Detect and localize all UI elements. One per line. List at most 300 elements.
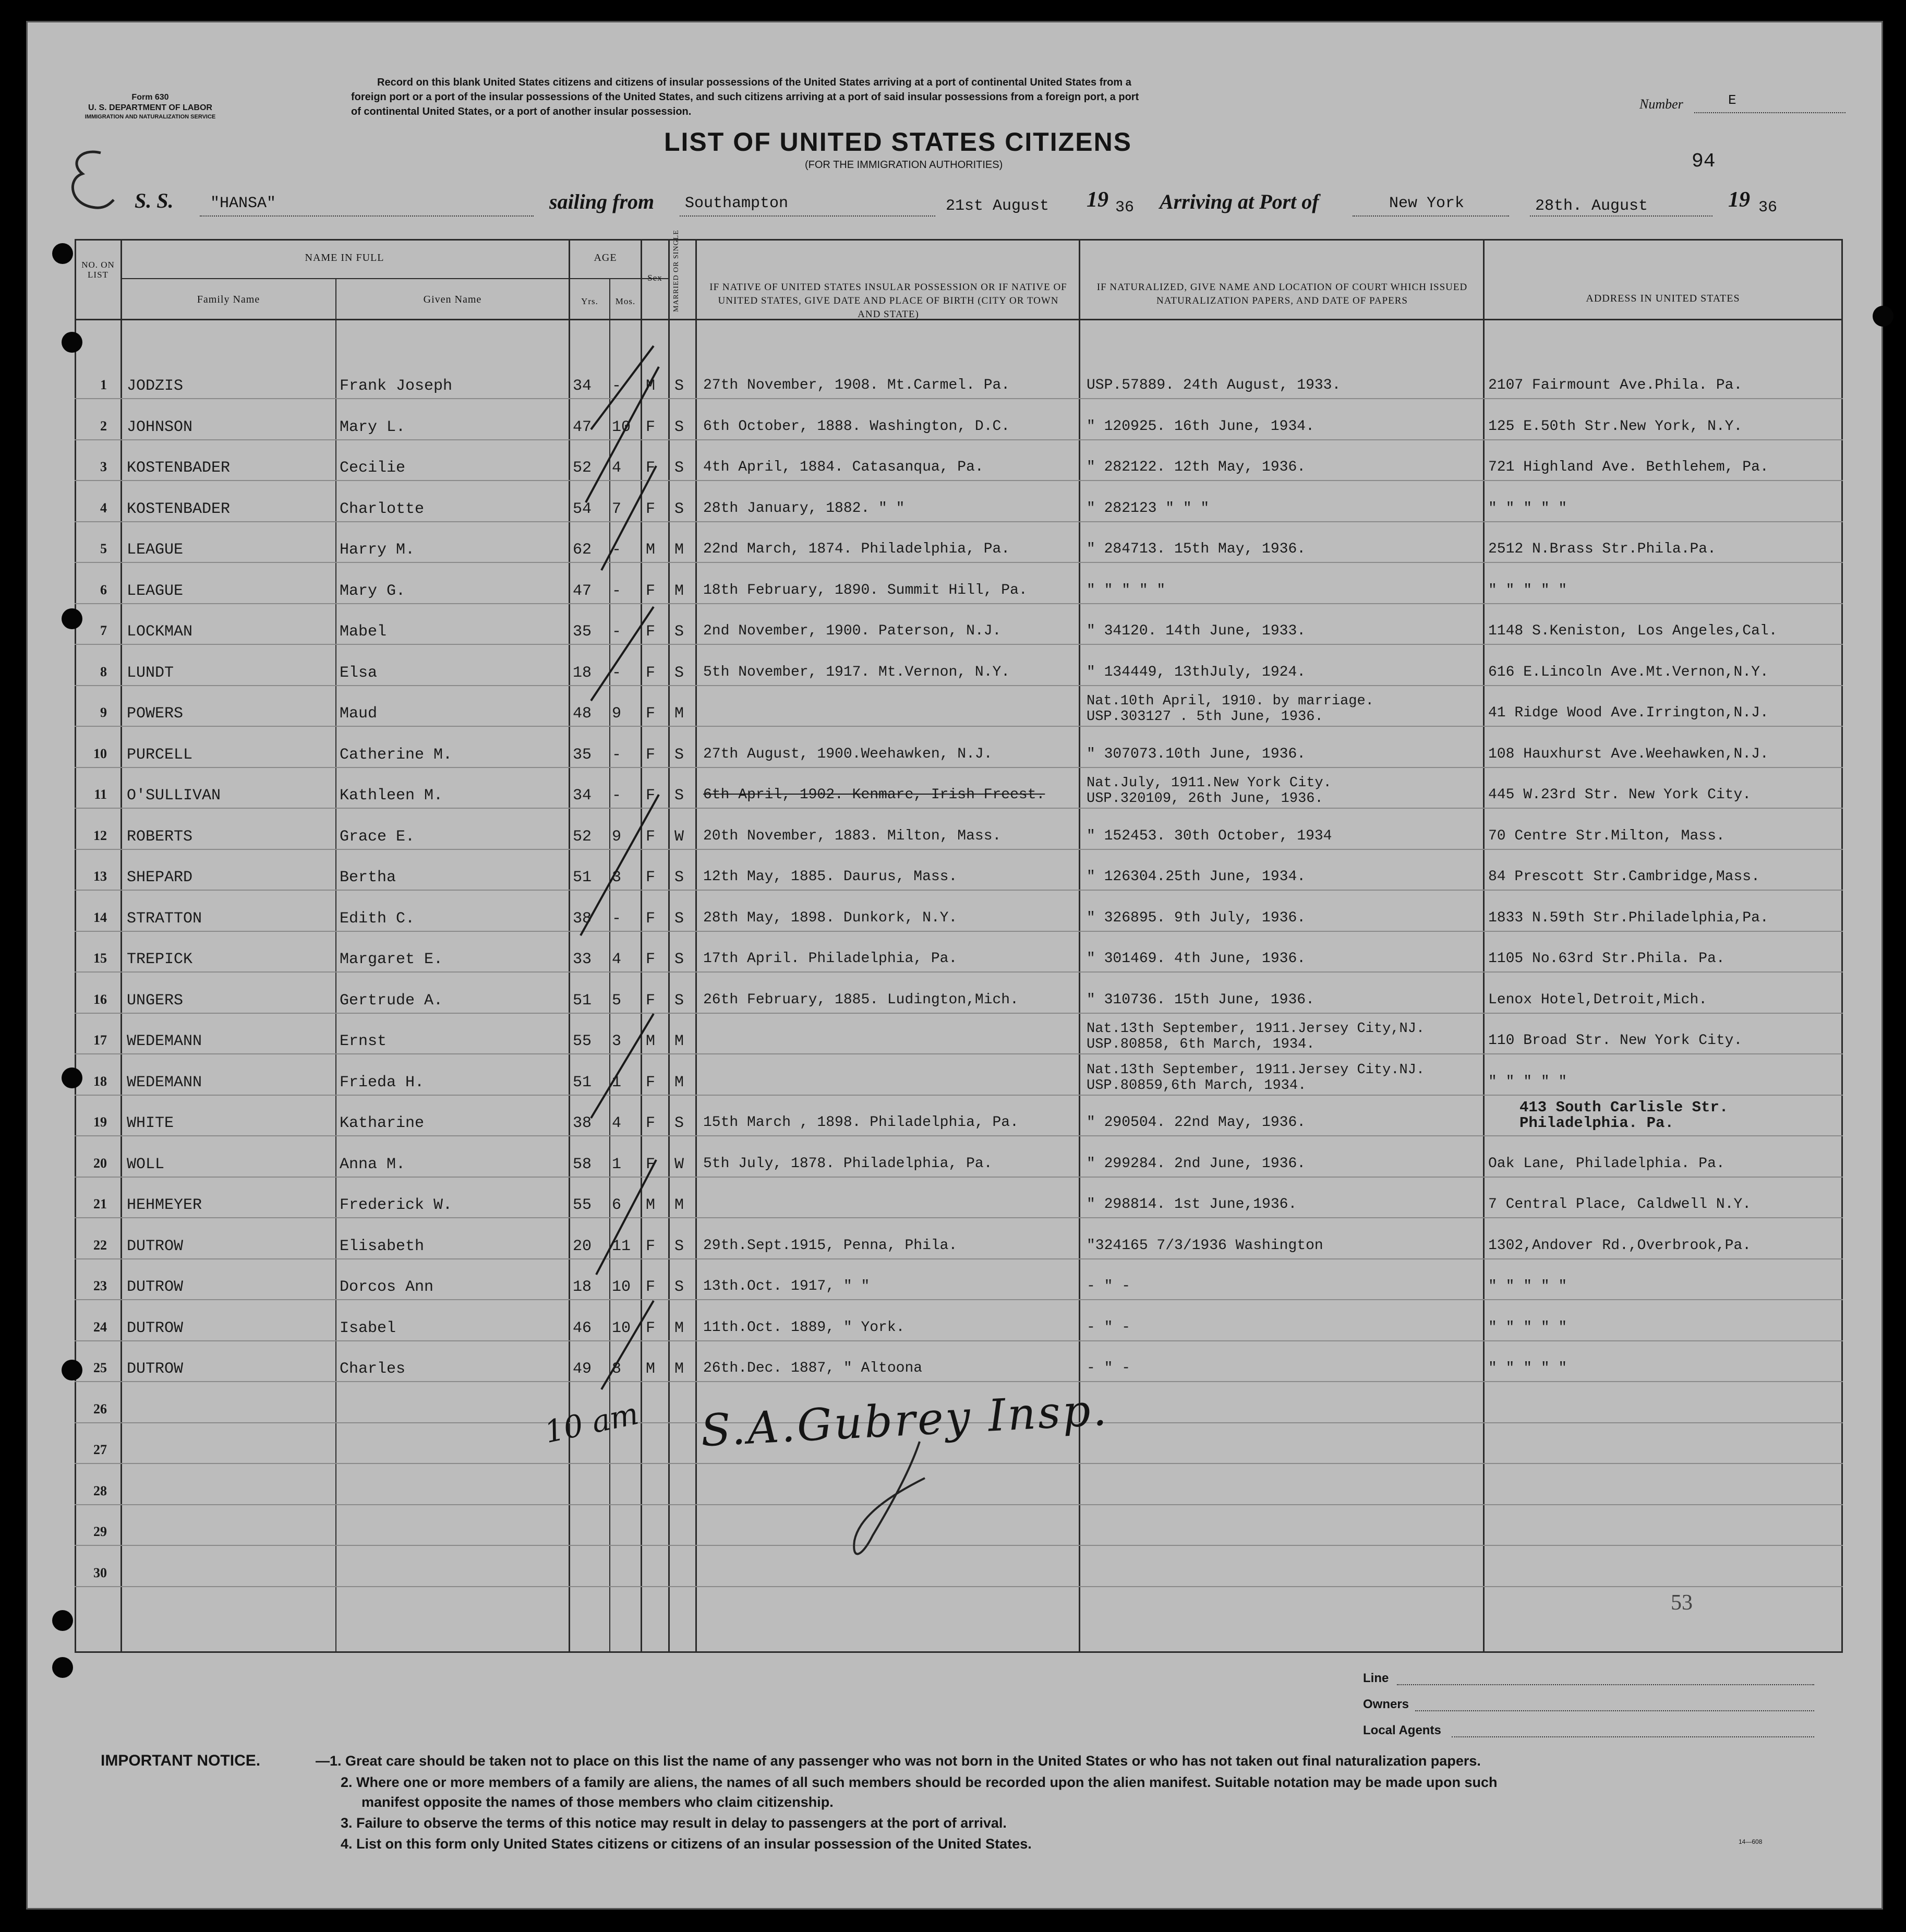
row-rule	[75, 1381, 1843, 1382]
row-number: 2	[100, 418, 107, 434]
sex: F	[646, 418, 656, 436]
address: " " " " "	[1488, 1073, 1567, 1090]
number-label: Number	[1639, 97, 1683, 112]
address: Oak Lane, Philadelphia. Pa.	[1488, 1155, 1725, 1172]
col-divider	[1483, 239, 1485, 1653]
family-name: POWERS	[127, 705, 184, 723]
given-name: Edith C.	[340, 909, 415, 928]
birth-info: 28th January, 1882. " "	[703, 500, 905, 517]
sex: F	[646, 1278, 656, 1296]
marital-status: S	[674, 746, 684, 764]
arrival-port-line	[1353, 215, 1509, 217]
age-months: 11	[612, 1237, 631, 1255]
sex: M	[646, 1360, 656, 1378]
age-years: 20	[573, 1237, 592, 1255]
age-months: 3	[612, 869, 622, 886]
row-rule	[75, 439, 1843, 440]
form-code: 14—608	[1739, 1838, 1763, 1845]
age-years: 52	[573, 459, 592, 477]
family-name: JOHNSON	[127, 418, 193, 436]
address: Lenox Hotel,Detroit,Mich.	[1488, 991, 1708, 1008]
age-months: 4	[612, 951, 622, 968]
naturalization-info: " 134449, 13thJuly, 1924.	[1087, 664, 1306, 680]
address: " " " " "	[1488, 1278, 1567, 1294]
sex: F	[646, 991, 656, 1010]
naturalization-info-2: USP.320109, 26th June, 1936.	[1087, 791, 1323, 807]
handwritten-e-mark	[64, 142, 116, 221]
marital-status: S	[674, 1237, 684, 1255]
arrival-date: 28th. August	[1535, 197, 1648, 215]
age-years: 51	[573, 991, 592, 1010]
row-number: 12	[93, 827, 107, 843]
marital-status: M	[674, 1196, 684, 1214]
age-years: 48	[573, 705, 592, 723]
age-years: 35	[573, 746, 592, 764]
family-name: SHEPARD	[127, 869, 193, 886]
age-months: 8	[612, 1360, 622, 1378]
address: " " " " "	[1488, 500, 1567, 517]
birth-info: 15th March , 1898. Philadelphia, Pa.	[703, 1114, 1019, 1131]
marital-status: S	[674, 459, 684, 477]
sex: F	[646, 787, 656, 805]
given-name: Catherine M.	[340, 746, 453, 764]
notice-item-2-cont: manifest opposite the names of those members who claim citizenship.	[361, 1794, 834, 1810]
given-name: Frederick W.	[340, 1196, 453, 1214]
birth-info: 18th February, 1890. Summit Hill, Pa.	[703, 582, 1028, 598]
departure-year: 36	[1115, 199, 1135, 217]
given-name: Charles	[340, 1360, 406, 1378]
age-years: 35	[573, 623, 592, 641]
number-line	[1694, 112, 1845, 113]
row-number: 22	[93, 1237, 107, 1253]
family-name: LEAGUE	[127, 582, 184, 600]
age-months: 10	[612, 1319, 631, 1337]
birth-info: 6th October, 1888. Washington, D.C.	[703, 418, 1010, 435]
family-name: WHITE	[127, 1114, 174, 1132]
family-name: LOCKMAN	[127, 623, 193, 641]
form-title: LIST OF UNITED STATES CITIZENS	[664, 127, 1132, 157]
naturalization-info: " 282122. 12th May, 1936.	[1087, 459, 1306, 475]
given-name: Ernst	[340, 1033, 387, 1050]
age-years: 49	[573, 1360, 592, 1378]
given-name: Margaret E.	[340, 951, 443, 968]
birth-info: 17th April. Philadelphia, Pa.	[703, 951, 958, 967]
age-months: 9	[612, 705, 622, 723]
naturalization-info: "324165 7/3/1936 Washington	[1087, 1237, 1323, 1254]
row-number: 23	[93, 1278, 107, 1293]
sex: F	[646, 951, 656, 968]
family-name: ROBERTS	[127, 827, 193, 846]
row-rule	[75, 1217, 1843, 1218]
marital-status: S	[674, 787, 684, 805]
given-name: Maud	[340, 705, 378, 723]
sex: M	[646, 1033, 656, 1050]
naturalization-info: Nat.13th September, 1911.Jersey City,NJ.	[1087, 1021, 1425, 1037]
header-married-single: MARRIED OR SINGLE	[672, 230, 680, 312]
row-rule	[75, 1095, 1843, 1096]
marital-status: S	[674, 951, 684, 968]
marital-status: S	[674, 869, 684, 886]
row-number: 13	[93, 869, 107, 884]
row-rule	[75, 644, 1843, 645]
address: 110 Broad Str. New York City.	[1488, 1033, 1743, 1049]
address: 108 Hauxhurst Ave.Weehawken,N.J.	[1488, 746, 1769, 762]
address: 2107 Fairmount Ave.Phila. Pa.	[1488, 377, 1743, 393]
age-months: 10	[612, 418, 631, 436]
naturalization-info-2: USP.80859,6th March, 1934.	[1087, 1077, 1307, 1094]
sailing-from-label: sailing from	[549, 190, 655, 213]
address: 84 Prescott Str.Cambridge,Mass.	[1488, 869, 1760, 885]
departure-year-prefix: 19	[1087, 188, 1108, 212]
age-years: 54	[573, 500, 592, 518]
birth-info: 28th May, 1898. Dunkork, N.Y.	[703, 909, 958, 926]
naturalization-info-2: USP.80858, 6th March, 1934.	[1087, 1037, 1315, 1052]
given-name: Harry M.	[340, 541, 415, 559]
marital-status: S	[674, 377, 684, 395]
row-rule	[75, 849, 1843, 850]
header-age: AGE	[594, 252, 617, 263]
address: " " " " "	[1488, 582, 1567, 598]
birth-info: 27th November, 1908. Mt.Carmel. Pa.	[703, 377, 1010, 393]
age-years: 47	[573, 582, 592, 600]
manifest-sheet	[26, 21, 1883, 1910]
birth-info: 13th.Oct. 1917, " "	[703, 1278, 870, 1294]
sex: F	[646, 1319, 656, 1337]
owners-field	[1415, 1710, 1814, 1711]
age-months: 1	[612, 1073, 622, 1091]
address: " " " " "	[1488, 1360, 1567, 1376]
row-rule	[75, 398, 1843, 399]
age-years: 38	[573, 909, 592, 928]
arrival-year-prefix: 19	[1728, 188, 1750, 212]
page-number: 94	[1692, 150, 1716, 173]
sex: F	[646, 1237, 656, 1255]
arriving-label: Arriving at Port of	[1160, 190, 1319, 213]
sex: M	[646, 377, 656, 395]
arrival-port: New York	[1389, 195, 1465, 212]
marital-status: W	[674, 1155, 684, 1173]
row-rule	[75, 1177, 1843, 1178]
punch-hole	[52, 1657, 73, 1678]
marital-status: S	[674, 1114, 684, 1132]
row-number: 11	[94, 787, 107, 802]
line-label: Line	[1363, 1671, 1389, 1685]
address: 7 Central Place, Caldwell N.Y.	[1488, 1196, 1752, 1213]
family-name: WEDEMANN	[127, 1033, 202, 1050]
age-months: 5	[612, 991, 622, 1010]
age-years: 58	[573, 1155, 592, 1173]
naturalization-info: " " " " "	[1087, 582, 1166, 598]
ship-line	[200, 215, 534, 217]
family-name: WEDEMANN	[127, 1073, 202, 1091]
header-mos: Mos.	[615, 296, 636, 306]
bottom-page-number: 53	[1671, 1591, 1693, 1615]
age-months: 4	[612, 1114, 622, 1132]
notice-item-1: —1. Great care should be taken not to place on this list the name of any passenger who was not born in the United States or who has not taken out final naturalization papers.	[316, 1753, 1481, 1769]
age-months: -	[612, 787, 622, 805]
birth-info: 26th February, 1885. Ludington,Mich.	[703, 991, 1019, 1008]
given-name: Bertha	[340, 869, 396, 886]
row-number: 24	[93, 1319, 107, 1335]
header-yrs: Yrs.	[581, 296, 598, 306]
row-number: 1	[100, 377, 107, 392]
department-name: U. S. DEPARTMENT OF LABOR	[88, 103, 212, 112]
given-name: Charlotte	[340, 500, 425, 518]
sex: F	[646, 1114, 656, 1132]
naturalization-info-2: USP.303127 . 5th June, 1936.	[1087, 709, 1323, 725]
header-naturalized: IF NATURALIZED, GIVE NAME AND LOCATION OF COURT WHICH ISSUED NATURALIZATION PAPERS, AND DATE OF PAPERS	[1096, 282, 1468, 306]
header-sex: Sex	[647, 273, 662, 283]
sex: M	[646, 541, 656, 559]
marital-status: S	[674, 500, 684, 518]
given-name: Kathleen M.	[340, 787, 443, 805]
sex: F	[646, 623, 656, 641]
birth-info: 22nd March, 1874. Philadelphia, Pa.	[703, 541, 1010, 557]
local-agents-label: Local Agents	[1363, 1723, 1441, 1737]
naturalization-info: " 152453. 30th October, 1934	[1087, 827, 1332, 844]
row-rule	[75, 931, 1843, 932]
row-rule	[75, 1013, 1843, 1014]
row-number: 30	[93, 1565, 107, 1580]
family-name: KOSTENBADER	[127, 500, 231, 518]
address-2: Philadelphia. Pa.	[1519, 1114, 1674, 1132]
birth-info: 26th.Dec. 1887, " Altoona	[703, 1360, 923, 1376]
row-rule	[75, 1135, 1843, 1136]
punch-hole	[52, 243, 73, 264]
record-instructions-1: Record on this blank United States citizens and citizens of insular possessions of the United States arriving at a port of continental United States from a	[377, 77, 1131, 88]
naturalization-info: Nat.July, 1911.New York City.	[1087, 775, 1332, 791]
naturalization-info: " 284713. 15th May, 1936.	[1087, 541, 1306, 557]
row-rule	[75, 726, 1843, 727]
address: 445 W.23rd Str. New York City.	[1488, 787, 1752, 803]
given-name: Anna M.	[340, 1155, 406, 1173]
marital-status: S	[674, 1278, 684, 1296]
punch-hole	[52, 1610, 73, 1631]
row-rule	[75, 971, 1843, 973]
row-number: 28	[93, 1483, 107, 1498]
naturalization-info: " 299284. 2nd June, 1936.	[1087, 1155, 1306, 1172]
naturalization-info: - " -	[1087, 1360, 1131, 1376]
row-number: 7	[100, 623, 107, 638]
from-port: Southampton	[685, 195, 789, 212]
form-subtitle: (FOR THE IMMIGRATION AUTHORITIES)	[805, 159, 1003, 171]
sex: F	[646, 909, 656, 928]
row-number: 5	[100, 541, 107, 556]
naturalization-info: " 298814. 1st June,1936.	[1087, 1196, 1297, 1213]
row-rule	[75, 521, 1843, 522]
age-years: 18	[573, 664, 592, 682]
naturalization-info: Nat.10th April, 1910. by marriage.	[1087, 693, 1374, 709]
row-rule	[75, 603, 1843, 604]
address: 616 E.Lincoln Ave.Mt.Vernon,N.Y.	[1488, 664, 1769, 680]
address: 413 South Carlisle Str.	[1519, 1099, 1729, 1116]
age-years: 55	[573, 1196, 592, 1214]
family-name: LEAGUE	[127, 541, 184, 559]
given-name: Mary G.	[340, 582, 406, 600]
age-months: -	[612, 377, 622, 395]
given-name: Grace E.	[340, 827, 415, 846]
from-port-line	[680, 215, 935, 217]
marital-status: S	[674, 909, 684, 928]
age-years: 62	[573, 541, 592, 559]
family-name: JODZIS	[127, 377, 184, 395]
sex: F	[646, 582, 656, 600]
naturalization-info: " 326895. 9th July, 1936.	[1087, 909, 1306, 926]
given-name: Elsa	[340, 664, 378, 682]
marital-status: S	[674, 418, 684, 436]
naturalization-info: " 310736. 15th June, 1936.	[1087, 991, 1314, 1008]
age-months: 1	[612, 1155, 622, 1173]
age-months: -	[612, 909, 622, 928]
notice-item-4: 4. List on this form only United States citizens or citizens of an insular possession of the United States.	[341, 1836, 1032, 1852]
family-name: KOSTENBADER	[127, 459, 231, 477]
age-years: 55	[573, 1033, 592, 1050]
age-years: 33	[573, 951, 592, 968]
marital-status: M	[674, 1360, 684, 1378]
row-rule	[75, 808, 1843, 809]
age-months: 6	[612, 1196, 622, 1214]
address: 125 E.50th Str.New York, N.Y.	[1488, 418, 1743, 435]
birth-info: 29th.Sept.1915, Penna, Phila.	[703, 1237, 958, 1254]
naturalization-info: USP.57889. 24th August, 1933.	[1087, 377, 1341, 393]
row-number: 27	[93, 1442, 107, 1457]
given-name: Mabel	[340, 623, 387, 641]
punch-hole	[62, 608, 82, 629]
arrival-date-line	[1530, 215, 1712, 217]
naturalization-info: " 282123 " " "	[1087, 500, 1210, 517]
header-mid-rule	[122, 278, 669, 279]
family-name: DUTROW	[127, 1237, 184, 1255]
naturalization-info: - " -	[1087, 1319, 1131, 1336]
family-name: DUTROW	[127, 1319, 184, 1337]
marital-status: M	[674, 582, 684, 600]
address: 1302,Andover Rd.,Overbrook,Pa.	[1488, 1237, 1752, 1254]
age-months: -	[612, 623, 622, 641]
row-number: 18	[93, 1073, 107, 1089]
age-years: 38	[573, 1114, 592, 1132]
row-rule	[75, 890, 1843, 891]
birth-info: 11th.Oct. 1889, " York.	[703, 1319, 905, 1336]
record-instructions-2: foreign port or a port of the insular possessions of the United States, and such citizens arriving at a port of said insular possessions from a foreign port, a port	[351, 91, 1139, 103]
naturalization-info: - " -	[1087, 1278, 1131, 1294]
address: 1148 S.Keniston, Los Angeles,Cal.	[1488, 623, 1778, 639]
age-months: 7	[612, 500, 622, 518]
family-name: DUTROW	[127, 1278, 184, 1296]
col-divider	[120, 239, 122, 1653]
family-name: LUNDT	[127, 664, 174, 682]
sex: F	[646, 746, 656, 764]
naturalization-info: " 120925. 16th June, 1934.	[1087, 418, 1314, 435]
given-name: Dorcos Ann	[340, 1278, 434, 1296]
row-number: 19	[93, 1114, 107, 1130]
punch-hole	[62, 332, 82, 353]
address: " " " " "	[1488, 1319, 1567, 1336]
address: 41 Ridge Wood Ave.Irrington,N.J.	[1488, 705, 1769, 721]
age-years: 51	[573, 1073, 592, 1091]
birth-info: 5th November, 1917. Mt.Vernon, N.Y.	[703, 664, 1010, 680]
row-rule	[75, 1340, 1843, 1341]
row-number: 21	[93, 1196, 107, 1211]
family-name: WOLL	[127, 1155, 165, 1173]
naturalization-info: Nat.13th September, 1911.Jersey City.NJ.	[1087, 1062, 1425, 1078]
row-rule	[75, 562, 1843, 563]
marital-status: W	[674, 827, 684, 846]
tally-slashes	[570, 335, 674, 1431]
row-number: 4	[100, 500, 107, 515]
record-instructions-3: of continental United States, or a port of another insular possession.	[351, 106, 692, 117]
given-name: Katharine	[340, 1114, 425, 1132]
notice-label: IMPORTANT NOTICE.	[101, 1752, 261, 1769]
family-name: DUTROW	[127, 1360, 184, 1378]
row-rule	[75, 685, 1843, 686]
age-months: 3	[612, 1033, 622, 1050]
age-months: -	[612, 664, 622, 682]
row-rule	[75, 1299, 1843, 1300]
col-divider	[1079, 239, 1080, 1653]
form-number: Form 630	[131, 93, 169, 102]
marital-status: M	[674, 541, 684, 559]
sex: F	[646, 705, 656, 723]
header-family-name: Family Name	[197, 294, 260, 305]
birth-info: 4th April, 1884. Catasanqua, Pa.	[703, 459, 984, 475]
age-years: 34	[573, 787, 592, 805]
age-months: 10	[612, 1278, 631, 1296]
marital-status: S	[674, 623, 684, 641]
birth-info: 6th April, 1902. Kenmare, Irish Freest.	[703, 787, 1045, 803]
sex: F	[646, 869, 656, 886]
naturalization-info: " 290504. 22nd May, 1936.	[1087, 1114, 1306, 1131]
address: 1105 No.63rd Str.Phila. Pa.	[1488, 951, 1725, 967]
sex: F	[646, 500, 656, 518]
row-number: 14	[93, 909, 107, 925]
given-name: Frieda H.	[340, 1073, 425, 1091]
given-name: Gertrude A.	[340, 991, 443, 1010]
address: 2512 N.Brass Str.Phila.Pa.	[1488, 541, 1716, 557]
row-number: 3	[100, 459, 107, 474]
header-no-on-list: NO. ON LIST	[81, 260, 115, 280]
ship-name: "HANSA"	[210, 195, 276, 212]
age-years: 18	[573, 1278, 592, 1296]
notice-item-3: 3. Failure to observe the terms of this notice may result in delay to passengers at the port of arrival.	[341, 1815, 1007, 1831]
punch-hole	[62, 1067, 82, 1088]
row-number: 8	[100, 664, 107, 679]
col-divider	[695, 239, 697, 1653]
row-number: 16	[93, 991, 107, 1007]
row-number: 10	[93, 746, 107, 761]
age-months: -	[612, 582, 622, 600]
birth-info: 12th May, 1885. Daurus, Mass.	[703, 869, 958, 885]
address: 70 Centre Str.Milton, Mass.	[1488, 827, 1725, 844]
row-rule	[75, 480, 1843, 481]
family-name: PURCELL	[127, 746, 193, 764]
marital-status: M	[674, 1319, 684, 1337]
col-divider	[335, 278, 336, 1653]
given-name: Cecilie	[340, 459, 406, 477]
arrival-year: 36	[1758, 199, 1778, 217]
service-name: IMMIGRATION AND NATURALIZATION SERVICE	[85, 114, 216, 120]
signature-flourish	[831, 1431, 961, 1567]
marital-status: S	[674, 991, 684, 1010]
marital-status: M	[674, 1073, 684, 1091]
family-name: UNGERS	[127, 991, 184, 1010]
row-number: 9	[100, 705, 107, 720]
age-months: -	[612, 746, 622, 764]
inspector-signature: S.A.Gubrey Insp.	[699, 1384, 1110, 1457]
family-name: O'SULLIVAN	[127, 787, 221, 805]
family-name: STRATTON	[127, 909, 202, 928]
sex: F	[646, 1155, 656, 1173]
row-rule	[75, 1258, 1843, 1259]
